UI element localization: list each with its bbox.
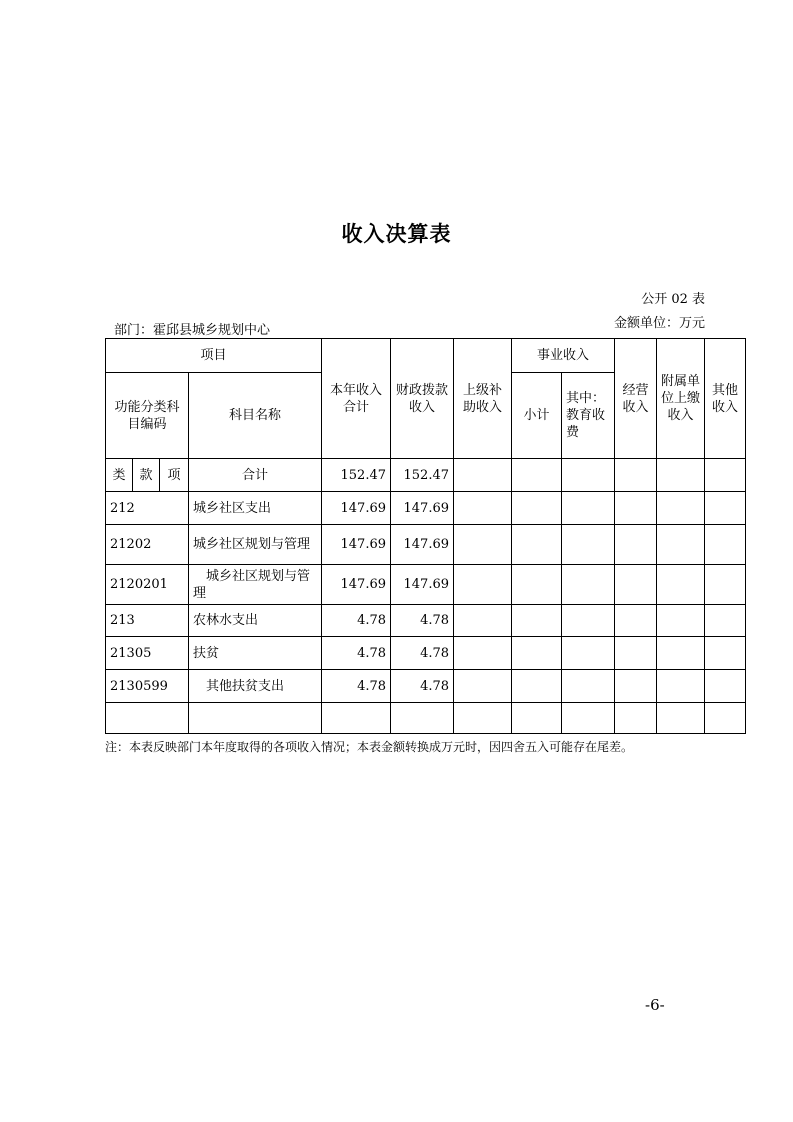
header-total-income: 本年收入合计 bbox=[322, 339, 391, 459]
row-code: 212 bbox=[106, 492, 189, 525]
header-lei: 类 bbox=[106, 459, 133, 492]
header-education-fee: 其中：教育收费 bbox=[562, 373, 615, 459]
row-total: 147.69 bbox=[322, 525, 391, 565]
row-total: 4.78 bbox=[322, 637, 391, 670]
row-fiscal: 147.69 bbox=[391, 525, 454, 565]
row-code: 2120201 bbox=[106, 565, 189, 605]
header-business-income: 事业收入 bbox=[512, 339, 615, 373]
empty-row bbox=[106, 703, 746, 734]
header-affiliated: 附属单位上缴收入 bbox=[657, 339, 705, 459]
header-project: 项目 bbox=[106, 339, 322, 373]
table-row bbox=[106, 492, 746, 525]
row-code: 213 bbox=[106, 605, 189, 637]
row-code: 2130599 bbox=[106, 670, 189, 703]
table-row bbox=[106, 525, 746, 565]
row-code: 21305 bbox=[106, 637, 189, 670]
row-name: 城乡社区规划与管理 bbox=[189, 565, 322, 605]
total-row-fiscal: 152.47 bbox=[391, 459, 454, 492]
department-label: 部门：霍邱县城乡规划中心 bbox=[114, 323, 271, 338]
row-name: 城乡社区规划与管理 bbox=[189, 525, 322, 565]
header-superior-grant: 上级补助收入 bbox=[454, 339, 512, 459]
table-row bbox=[106, 670, 746, 703]
table-row bbox=[106, 565, 746, 605]
form-number: 公开 02 表 bbox=[641, 292, 705, 307]
header-xiang: 项 bbox=[160, 459, 189, 492]
total-row-total: 152.47 bbox=[322, 459, 391, 492]
total-row-label: 合计 bbox=[189, 459, 322, 492]
header-subject-name: 科目名称 bbox=[189, 373, 322, 459]
table-row bbox=[106, 605, 746, 637]
income-table bbox=[105, 338, 746, 734]
row-fiscal: 4.78 bbox=[391, 670, 454, 703]
row-total: 4.78 bbox=[322, 605, 391, 637]
row-total: 4.78 bbox=[322, 670, 391, 703]
row-name: 城乡社区支出 bbox=[189, 492, 322, 525]
page-number: -6- bbox=[645, 996, 665, 1014]
row-name: 其他扶贫支出 bbox=[189, 670, 322, 703]
header-other: 其他收入 bbox=[705, 339, 746, 459]
header-func-code: 功能分类科目编码 bbox=[106, 373, 189, 459]
footnote: 注：本表反映部门本年度取得的各项收入情况；本表金额转换成万元时，因四舍五入可能存在尾差。 bbox=[105, 740, 634, 754]
row-fiscal: 4.78 bbox=[391, 637, 454, 670]
header-kuan: 款 bbox=[133, 459, 160, 492]
row-total: 147.69 bbox=[322, 565, 391, 605]
row-fiscal: 147.69 bbox=[391, 492, 454, 525]
row-code: 21202 bbox=[106, 525, 189, 565]
table-row bbox=[106, 637, 746, 670]
row-total: 147.69 bbox=[322, 492, 391, 525]
row-fiscal: 147.69 bbox=[391, 565, 454, 605]
amount-unit: 金额单位：万元 bbox=[613, 316, 705, 331]
row-name: 农林水支出 bbox=[189, 605, 322, 637]
document-title: 收入决算表 bbox=[341, 222, 452, 246]
header-fiscal: 财政拨款收入 bbox=[391, 339, 454, 459]
row-name: 扶贫 bbox=[189, 637, 322, 670]
row-fiscal: 4.78 bbox=[391, 605, 454, 637]
header-operating: 经营收入 bbox=[615, 339, 657, 459]
header-subtotal: 小计 bbox=[512, 373, 562, 459]
